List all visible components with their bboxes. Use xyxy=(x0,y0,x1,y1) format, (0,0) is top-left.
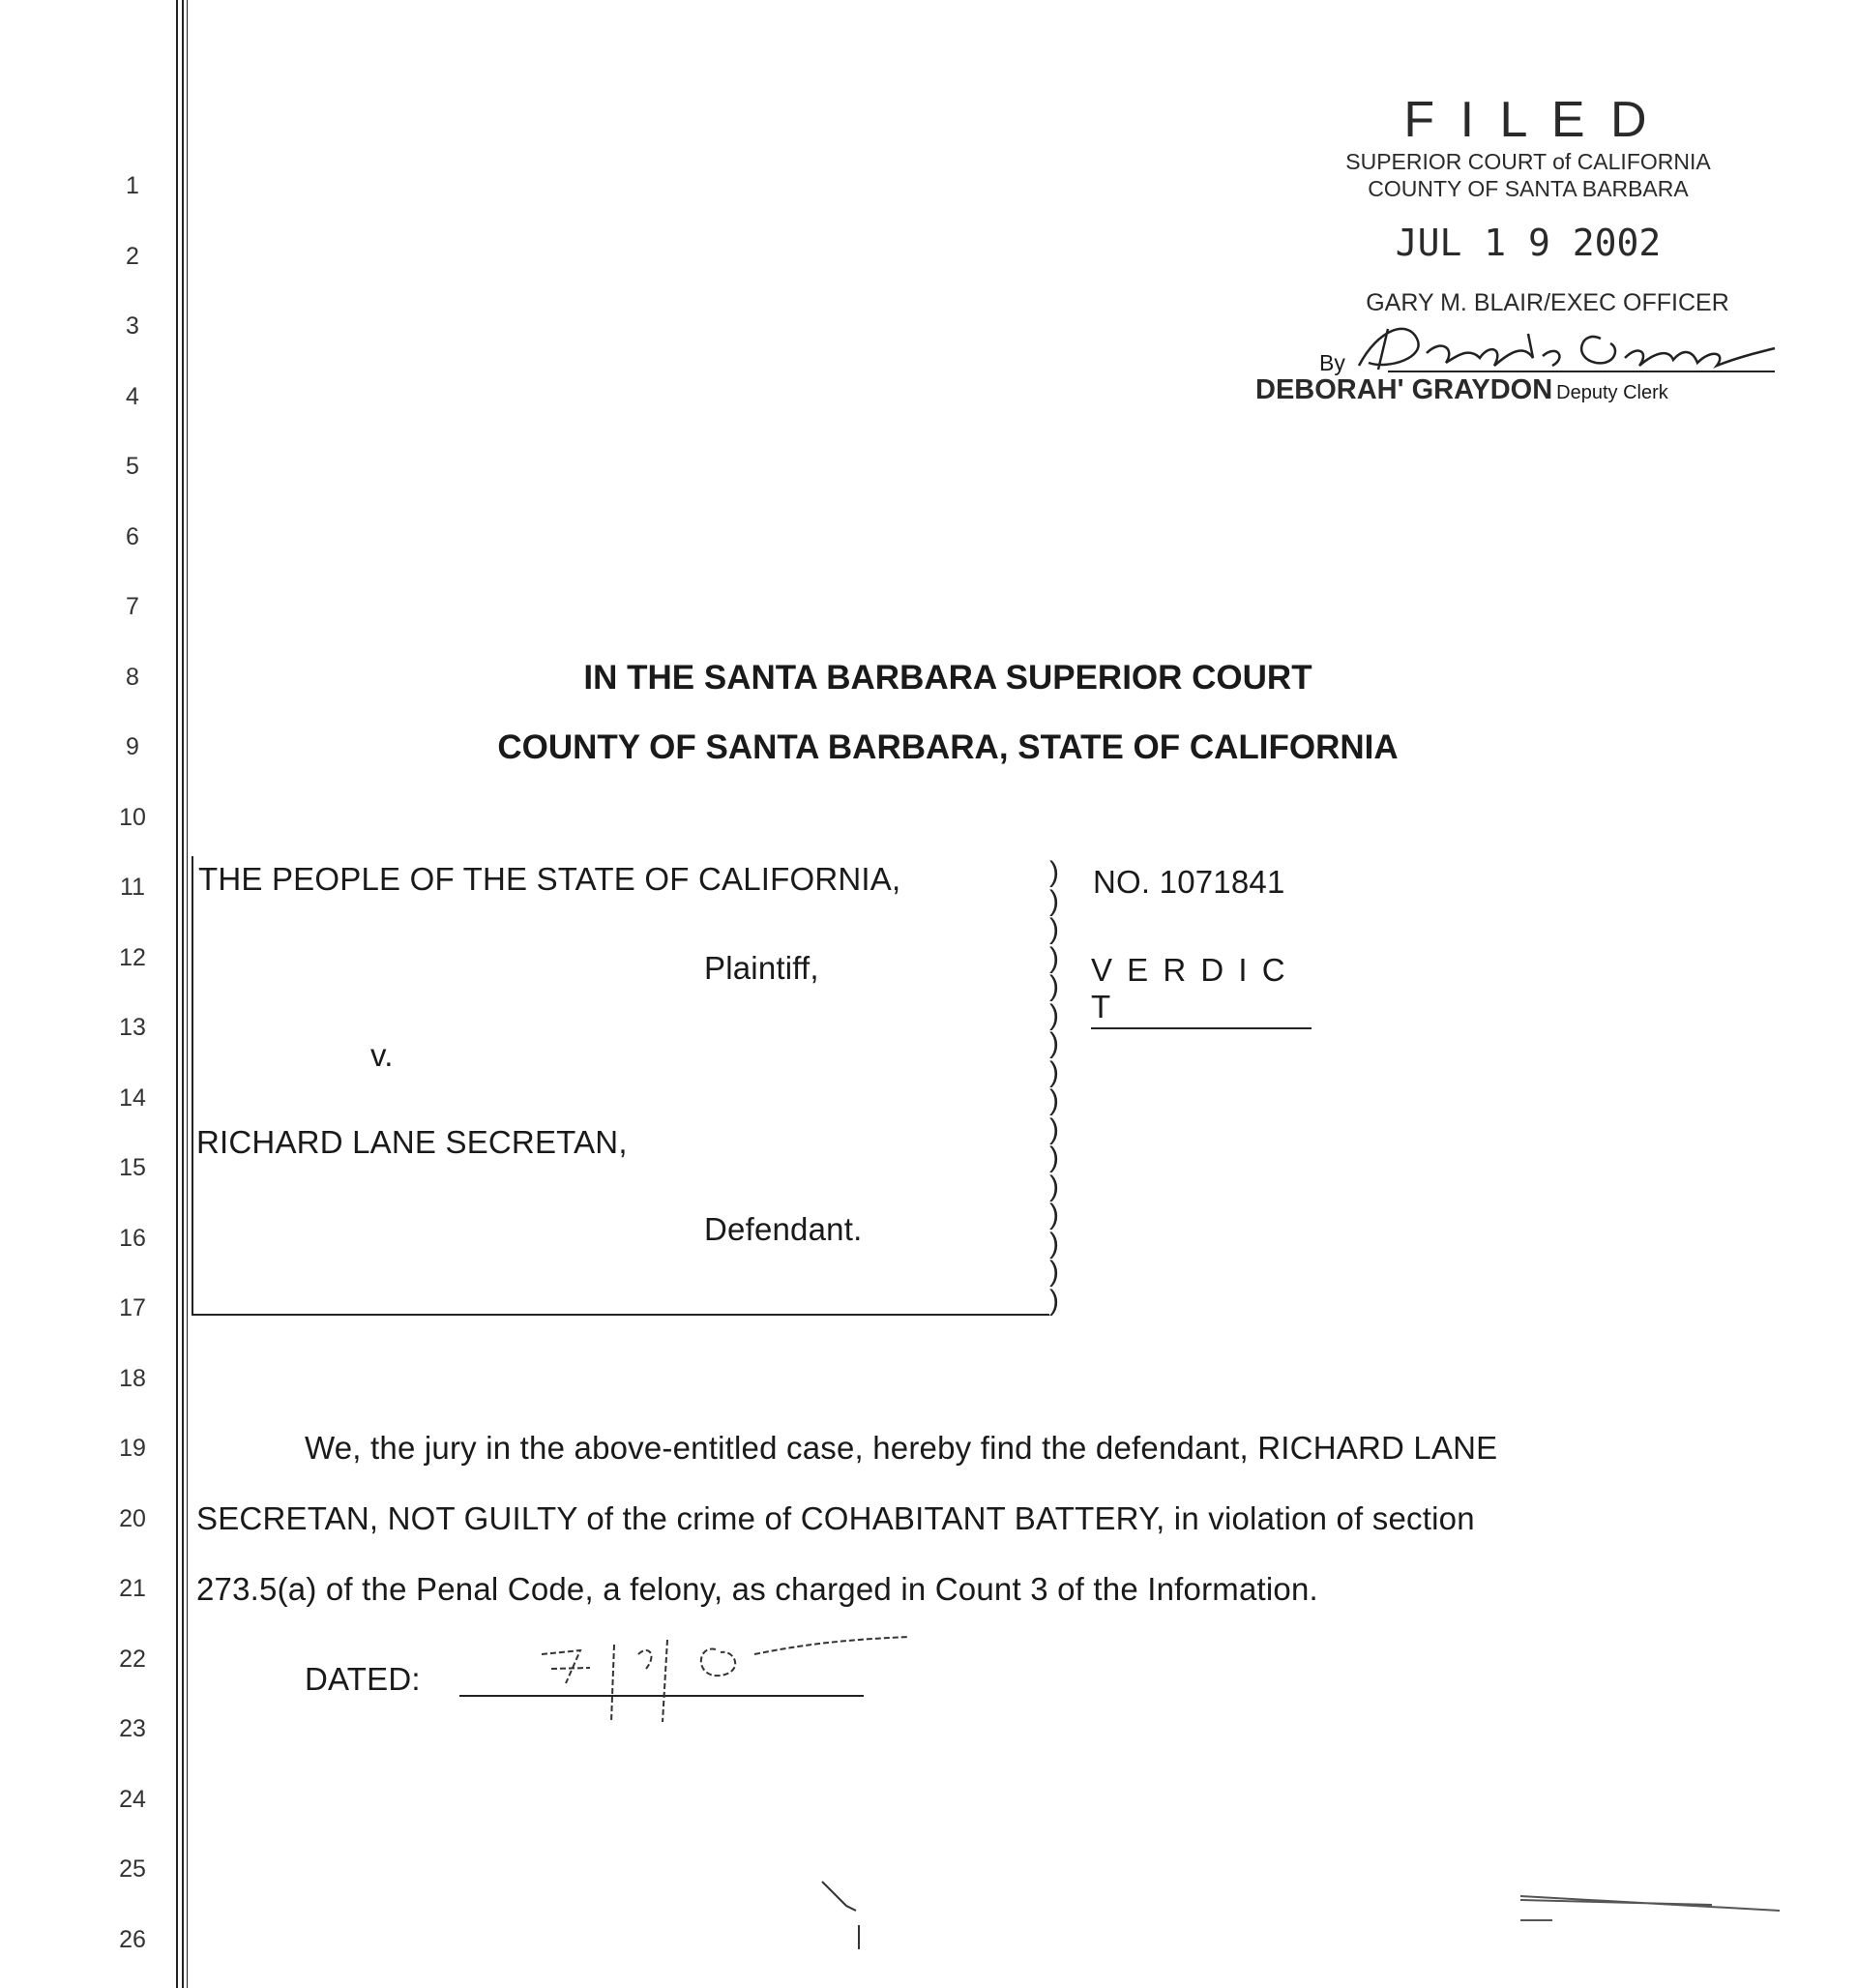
caption-paren: ) xyxy=(1049,856,1059,888)
court-heading-line2: COUNTY OF SANTA BARBARA, STATE OF CALIFORNIA xyxy=(497,728,1399,766)
caption-paren: ) xyxy=(1049,941,1059,974)
line-number: 25 xyxy=(119,1855,146,1883)
filed-stamp-title: F I L E D xyxy=(1403,92,1653,148)
caption-paren: ) xyxy=(1049,1113,1059,1145)
clerk-name xyxy=(1255,374,1668,406)
filed-stamp xyxy=(1286,92,1770,318)
line-number: 23 xyxy=(119,1715,146,1742)
caption-paren: ) xyxy=(1049,1199,1059,1231)
line-number: 8 xyxy=(126,663,139,691)
caption-paren: ) xyxy=(1049,1084,1059,1116)
caption-paren: ) xyxy=(1049,970,1059,1002)
line-number: 4 xyxy=(126,382,139,410)
scan-mark-right xyxy=(1518,1891,1780,1930)
caption-paren: ) xyxy=(1049,1142,1059,1173)
line-number: 1 xyxy=(126,172,139,199)
dated-label: DATED: xyxy=(305,1661,421,1697)
caption-paren: ) xyxy=(1049,884,1059,917)
filed-stamp-officer: GARY M. BLAIR/EXEC OFFICER xyxy=(1366,289,1729,316)
line-number: 9 xyxy=(126,733,139,760)
plaintiff-role: Plaintiff, xyxy=(704,950,819,986)
margin-rule-left-inner xyxy=(182,0,184,1988)
line-number: 15 xyxy=(119,1154,146,1181)
line-number: 16 xyxy=(119,1224,146,1252)
defendant-role: Defendant. xyxy=(704,1211,863,1247)
line-number: 14 xyxy=(119,1083,146,1112)
versus: v. xyxy=(370,1037,394,1073)
filed-stamp-court-line2: COUNTY OF SANTA BARBARA xyxy=(1368,176,1689,201)
caption-paren: ) xyxy=(1049,1055,1059,1088)
verdict-line3: 273.5(a) of the Penal Code, a felony, as charged in Count 3 of the Information. xyxy=(196,1571,1318,1607)
caption-paren: ) xyxy=(1049,1227,1059,1260)
line-number: 24 xyxy=(119,1785,146,1813)
caption-paren: ) xyxy=(1049,998,1059,1031)
filed-stamp-by: By xyxy=(1319,350,1345,375)
filed-stamp-date: JUL 1 9 2002 xyxy=(1395,222,1662,264)
line-number: 12 xyxy=(119,943,146,971)
filed-stamp-court-line1: SUPERIOR COURT of CALIFORNIA xyxy=(1345,149,1711,174)
line-number: 21 xyxy=(119,1575,146,1602)
defendant-party: RICHARD LANE SECRETAN, xyxy=(196,1124,628,1160)
margin-rule-left xyxy=(176,0,178,1988)
line-number: 22 xyxy=(119,1645,146,1673)
clerk-name-text: DEBORAH' GRAYDON xyxy=(1255,374,1553,405)
line-number: 6 xyxy=(126,522,139,550)
line-number: 2 xyxy=(126,242,139,270)
scan-mark xyxy=(817,1877,866,1954)
document-title: V E R D I C T xyxy=(1091,952,1312,1029)
caption-paren: ) xyxy=(1049,1256,1059,1288)
line-number: 19 xyxy=(119,1435,146,1462)
line-number: 5 xyxy=(126,453,139,480)
caption-bottom-rule xyxy=(193,1314,1049,1316)
line-number: 7 xyxy=(126,593,139,620)
caption-paren: ) xyxy=(1049,913,1059,945)
line-number: 3 xyxy=(126,312,139,340)
line-number: 11 xyxy=(120,874,145,901)
line-number: 26 xyxy=(119,1925,146,1953)
margin-rule-right xyxy=(187,0,188,1988)
plaintiff-party: THE PEOPLE OF THE STATE OF CALIFORNIA, xyxy=(198,861,901,897)
court-heading-line1: IN THE SANTA BARBARA SUPERIOR COURT xyxy=(583,659,1312,697)
caption-paren: ) xyxy=(1049,1284,1059,1317)
line-number: 17 xyxy=(119,1294,146,1321)
dated-handwritten xyxy=(522,1625,909,1732)
line-number: 18 xyxy=(119,1364,146,1392)
verdict-line1: We, the jury in the above-entitled case, hereby find the defendant, RICHARD LANE xyxy=(305,1430,1498,1466)
caption-paren: ) xyxy=(1049,1170,1059,1202)
line-number: 10 xyxy=(119,803,146,831)
verdict-line2: SECRETAN, NOT GUILTY of the crime of COHABITANT BATTERY, in violation of section xyxy=(196,1500,1475,1536)
case-number: NO. 1071841 xyxy=(1093,864,1285,900)
line-number: 13 xyxy=(119,1014,146,1041)
clerk-title: Deputy Clerk xyxy=(1556,382,1668,403)
line-number: 20 xyxy=(119,1504,146,1532)
caption-left-border xyxy=(192,856,193,1316)
caption-paren: ) xyxy=(1049,1027,1059,1059)
